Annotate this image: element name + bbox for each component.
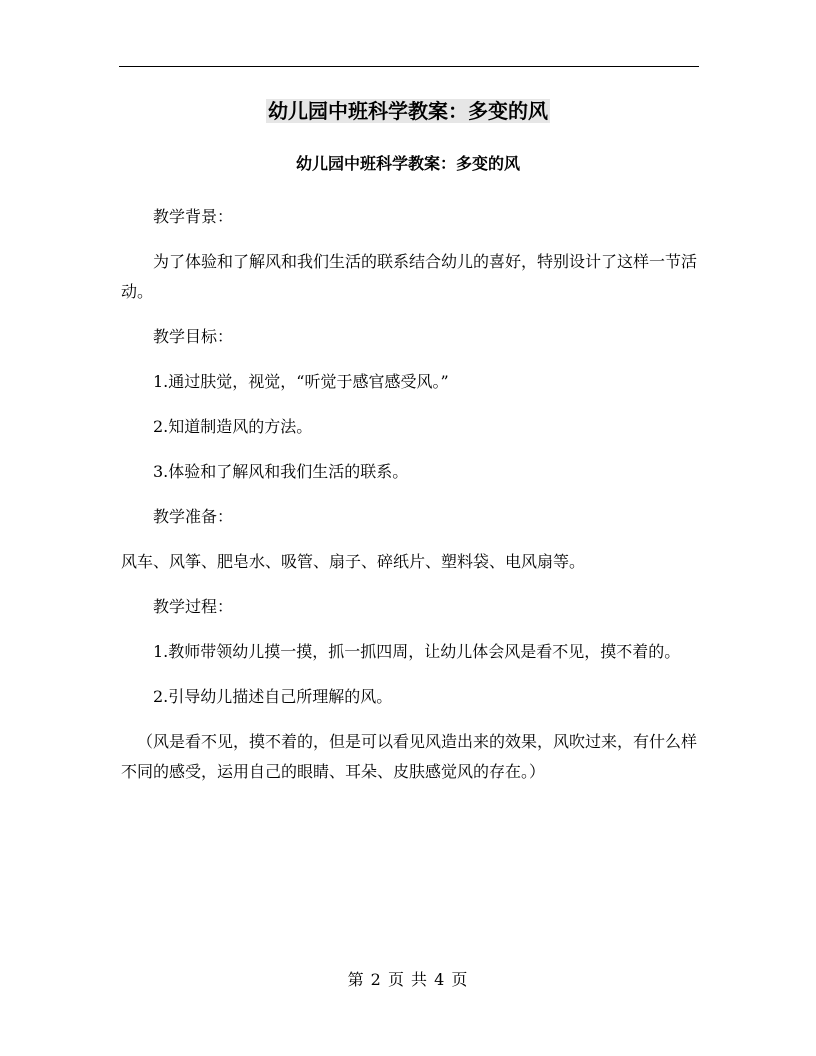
paragraph: 教学背景： xyxy=(153,207,234,226)
paragraph: 1.教师带领幼儿摸一摸，抓一抓四周，让幼儿体会风是看不见，摸不着的。 xyxy=(153,642,681,661)
paragraph: 2.知道制造风的方法。 xyxy=(153,417,313,436)
paragraph: 教学目标： xyxy=(153,327,234,346)
page-footer: 第 2 页 共 4 页 xyxy=(347,970,469,989)
document-title xyxy=(0,96,816,126)
paragraph: 教学过程： xyxy=(153,597,234,616)
paragraph: 1.通过肤觉，视觉，“听觉于感官感受风。” xyxy=(153,372,449,391)
paragraph: 为了体验和了解风和我们生活的联系结合幼儿的喜好，特别设计了这样一节活动。 xyxy=(121,252,698,301)
paragraph: 风车、风筝、肥皂水、吸管、扇子、碎纸片、塑料袋、电风扇等。 xyxy=(121,552,586,571)
paragraph: （风是看不见，摸不着的，但是可以看见风造出来的效果，风吹过来，有什么样不同的感受，运用自己的眼睛、耳朵、皮肤感觉风的存在。） xyxy=(121,732,698,781)
document-subtitle: 幼儿园中班科学教案：多变的风 xyxy=(295,154,520,173)
paragraph: 教学准备： xyxy=(153,507,234,526)
header-rule xyxy=(119,66,699,67)
document-body xyxy=(121,202,699,802)
paragraph: 3.体验和了解风和我们生活的联系。 xyxy=(153,462,409,481)
document-title-text: 幼儿园中班科学教案：多变的风 xyxy=(268,99,548,123)
paragraph: 2.引导幼儿描述自己所理解的风。 xyxy=(153,687,393,706)
